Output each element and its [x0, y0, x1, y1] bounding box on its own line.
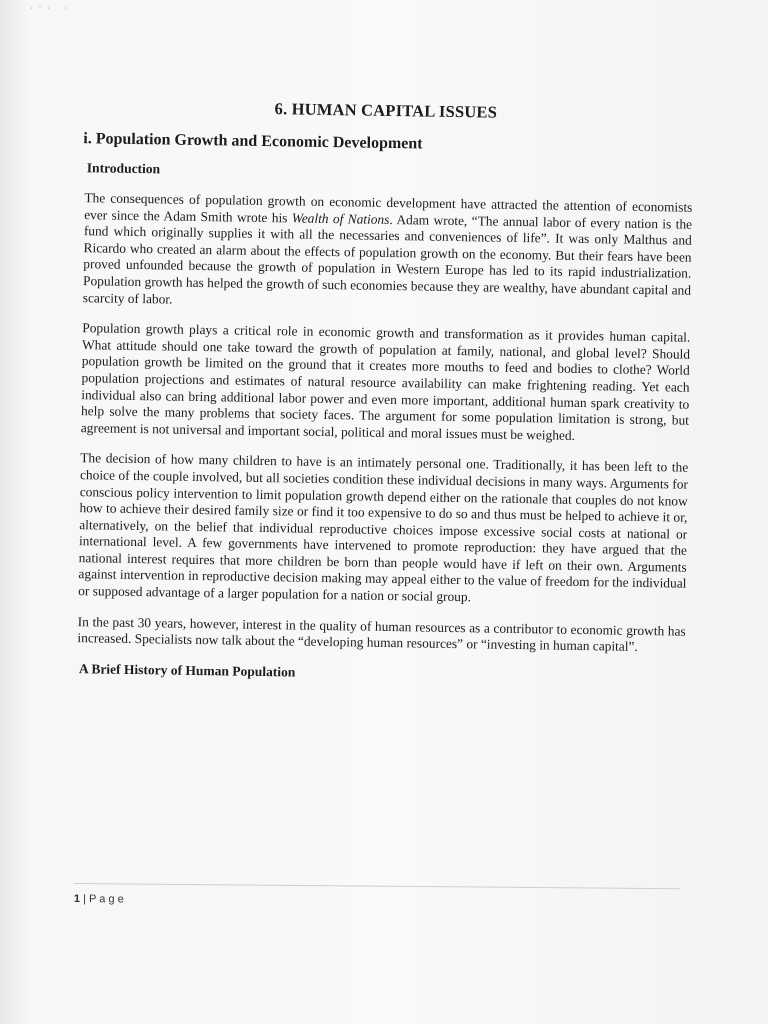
- scan-marks: ·ˉ· ·: [30, 4, 73, 13]
- page-content: [65, 96, 698, 701]
- paragraph-1-part-a: The consequences of population growth on economic development have attracted the attention of economists ever since the Adam Smith wrote his: [84, 190, 693, 226]
- page-label: P a g e: [89, 893, 124, 906]
- page-footer: [74, 893, 680, 910]
- brief-history-heading: A Brief History of Human Population: [78, 660, 296, 680]
- paragraph-2: Population growth plays a critical role in economic growth and transformation as it provides human capital. What attitude should one take toward the growth of population at family, national, and global level? Should population growth be limited on the ground that it creates more mouths to feed and bodies to clothe? World population projections and estimates of natural resource availability can make frightening reading. Yet each individual also can bring additional labor power and even more important, additional human spark creativity to help solve the many problems that society faces. The argument for some population limitation is strong, but agreement is not universal and important social, political and moral issues must be weighed.: [80, 320, 691, 443]
- page-number: 1: [73, 893, 81, 906]
- footer-separator: |: [80, 893, 90, 906]
- paragraph-1: [83, 190, 693, 316]
- paragraph-3: The decision of how many children to have is an intimately personal one. Traditionally, it has been left to the choice of the couple involved, but all societies condition these individual decisions in many ways. Arguments for conscious policy intervention to limit population growth depend either on the rationale that couples do not know how to achieve their desired family size or find it too expensive to do so and thus must be helped to achieve it or, alternatively, on the belief that individual reproductive choices impose excessive social costs at national or international level. A few governments have intervened to promote reproduction: they have argued that the national interest requires that more children be born than people would have if left on their own. Arguments against intervention in reproductive decision making may appeal either to the value of freedom for the individual or supposed advantage of a larger population for a nation or social group.: [78, 450, 689, 605]
- paragraph-4: In the past 30 years, however, interest in the quality of human resources as a contributor to economic growth has increased. Specialists now talk about the “developing human resources” or “investing in human capital”.: [77, 613, 686, 655]
- footer-rule: [74, 883, 680, 889]
- introduction-heading: Introduction: [86, 160, 161, 177]
- paragraph-1-part-b: . Adam wrote, “The annual labor of every nation is the fund which originally supplies it with all the necessaries and conveniences of life”. It was only Malthus and Ricardo who created an alarm about the effects of population growth on the economy. But their fears have been proved unfounded because the growth of population in Western Europe has led to its rapid industrialization. Population growth has helped the growth of such economies because they are wealthy, have abundant capital and scarcity of labor.: [82, 211, 693, 307]
- chapter-heading: 6. HUMAN CAPITAL ISSUES: [274, 99, 498, 122]
- book-title-wealth-of-nations: Wealth of Nations: [291, 210, 390, 227]
- section-title: i. Population Growth and Economic Development: [83, 130, 423, 153]
